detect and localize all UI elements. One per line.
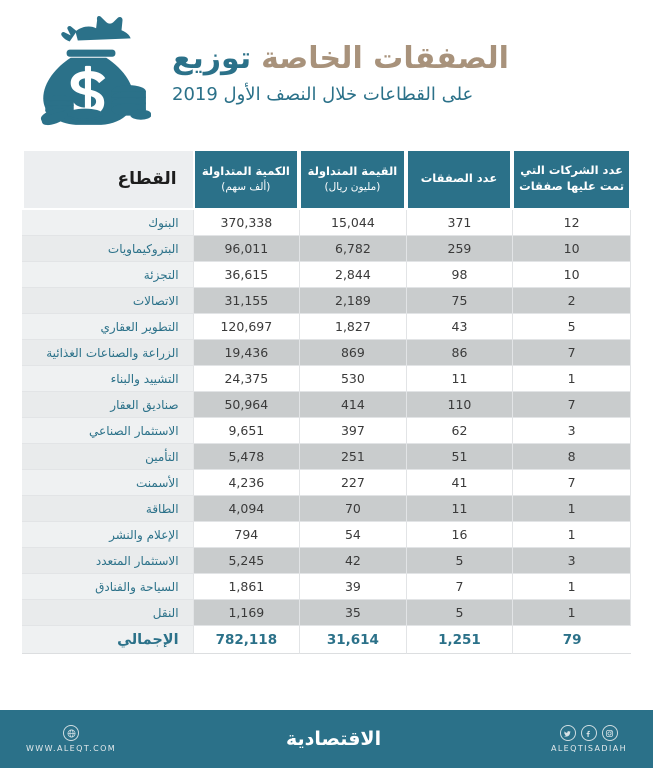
cell-value: 42: [299, 548, 406, 574]
table-row: [22, 470, 631, 496]
cell-value: 35: [299, 600, 406, 626]
cell-sector: الاستثمار الصناعي: [22, 418, 193, 444]
cell-companies: 1: [512, 522, 631, 548]
table-row: [22, 262, 631, 288]
cell-deals: 11: [406, 496, 513, 522]
total-quantity: 782,118: [193, 626, 300, 654]
column-header-deals-label: عدد الصفقات: [420, 171, 498, 186]
cell-quantity: 794: [193, 522, 300, 548]
total-label: الإجمالي: [22, 626, 193, 654]
infographic-header: [0, 0, 653, 148]
table-row: [22, 496, 631, 522]
cell-value: 2,844: [299, 262, 406, 288]
cell-companies: 2: [512, 288, 631, 314]
cell-companies: 1: [512, 600, 631, 626]
cell-sector: النقل: [22, 600, 193, 626]
cell-companies: 10: [512, 262, 631, 288]
cell-quantity: 9,651: [193, 418, 300, 444]
column-header-sector: [22, 148, 193, 210]
column-header-value-label: القيمة المتداولة: [307, 164, 398, 179]
cell-value: 414: [299, 392, 406, 418]
page-title-prefix: توزيع: [172, 41, 252, 77]
table-row: [22, 418, 631, 444]
cell-sector: البتروكيماويات: [22, 236, 193, 262]
column-header-companies: [512, 148, 631, 210]
cell-deals: 51: [406, 444, 513, 470]
cell-sector: التطوير العقاري: [22, 314, 193, 340]
table-total-row: [22, 626, 631, 654]
cell-deals: 62: [406, 418, 513, 444]
cell-deals: 259: [406, 236, 513, 262]
table-head: [22, 148, 631, 210]
footer-brand-logo: الاقتصادية: [285, 728, 382, 750]
cell-quantity: 31,155: [193, 288, 300, 314]
table-row: [22, 574, 631, 600]
cell-value: 6,782: [299, 236, 406, 262]
cell-sector: البنوك: [22, 210, 193, 236]
cell-value: 530: [299, 366, 406, 392]
cell-companies: 1: [512, 366, 631, 392]
cell-quantity: 120,697: [193, 314, 300, 340]
cell-quantity: 19,436: [193, 340, 300, 366]
column-header-value-unit: (مليون ريال): [324, 180, 381, 193]
cell-sector: السياحة والفنادق: [22, 574, 193, 600]
cell-quantity: 1,861: [193, 574, 300, 600]
column-header-companies-label: عدد الشركات التي تمت عليها صفقات: [519, 163, 625, 193]
cell-companies: 3: [512, 548, 631, 574]
cell-value: 869: [299, 340, 406, 366]
deals-table: [22, 148, 631, 654]
cell-sector: صناديق العقار: [22, 392, 193, 418]
column-header-value: [299, 148, 406, 210]
cell-sector: الزراعة والصناعات الغذائية: [22, 340, 193, 366]
table-row: [22, 210, 631, 236]
deals-table-container: [0, 148, 653, 654]
cell-sector: الأسمنت: [22, 470, 193, 496]
title-line: [172, 42, 509, 77]
cell-deals: 5: [406, 600, 513, 626]
footer-social-icons: [560, 725, 618, 741]
cell-deals: 86: [406, 340, 513, 366]
cell-quantity: 50,964: [193, 392, 300, 418]
cell-companies: 1: [512, 574, 631, 600]
footer-website-block[interactable]: [26, 725, 116, 753]
cell-deals: 75: [406, 288, 513, 314]
cell-companies: 1: [512, 496, 631, 522]
cell-companies: 10: [512, 236, 631, 262]
footer-social-block: [551, 725, 627, 753]
cell-deals: 5: [406, 548, 513, 574]
cell-sector: التشييد والبناء: [22, 366, 193, 392]
cell-deals: 11: [406, 366, 513, 392]
cell-value: 70: [299, 496, 406, 522]
column-header-sector-label: القطاع: [117, 169, 177, 189]
header-title-block: [154, 42, 627, 105]
table-row: [22, 548, 631, 574]
table-row: [22, 444, 631, 470]
cell-value: 54: [299, 522, 406, 548]
cell-companies: 7: [512, 470, 631, 496]
cell-sector: الاستثمار المتعدد: [22, 548, 193, 574]
twitter-icon[interactable]: [560, 725, 576, 741]
footer-website-label: WWW.ALEQT.COM: [26, 744, 117, 753]
cell-quantity: 4,094: [193, 496, 300, 522]
cell-sector: الاتصالات: [22, 288, 193, 314]
column-header-deals: [406, 148, 513, 210]
cell-quantity: 24,375: [193, 366, 300, 392]
table-row: [22, 236, 631, 262]
infographic-footer: [0, 710, 653, 768]
cell-quantity: 36,615: [193, 262, 300, 288]
cell-deals: 16: [406, 522, 513, 548]
facebook-icon[interactable]: [581, 725, 597, 741]
cell-deals: 7: [406, 574, 513, 600]
total-deals: 1,251: [406, 626, 513, 654]
cell-sector: التأمين: [22, 444, 193, 470]
total-companies: 79: [512, 626, 631, 654]
page-subtitle: على القطاعات خلال النصف الأول 2019: [172, 83, 474, 105]
cell-value: 15,044: [299, 210, 406, 236]
money-bag-icon: [26, 10, 154, 138]
cell-quantity: 5,245: [193, 548, 300, 574]
table-row: [22, 522, 631, 548]
cell-deals: 110: [406, 392, 513, 418]
cell-value: 1,827: [299, 314, 406, 340]
column-header-quantity: [193, 148, 300, 210]
instagram-icon[interactable]: [602, 725, 618, 741]
cell-deals: 98: [406, 262, 513, 288]
page-title: الصفقات الخاصة: [261, 41, 509, 77]
cell-companies: 3: [512, 418, 631, 444]
total-value: 31,614: [299, 626, 406, 654]
cell-quantity: 370,338: [193, 210, 300, 236]
table-body: [22, 210, 631, 654]
cell-companies: 7: [512, 392, 631, 418]
table-row: [22, 600, 631, 626]
cell-companies: 7: [512, 340, 631, 366]
column-header-quantity-unit: (ألف سهم): [221, 180, 271, 193]
cell-value: 251: [299, 444, 406, 470]
cell-value: 397: [299, 418, 406, 444]
column-header-quantity-label: الكمية المتداولة: [201, 164, 290, 179]
cell-companies: 12: [512, 210, 631, 236]
cell-companies: 8: [512, 444, 631, 470]
table-header-row: [22, 148, 631, 210]
cell-quantity: 4,236: [193, 470, 300, 496]
table-row: [22, 314, 631, 340]
cell-quantity: 5,478: [193, 444, 300, 470]
cell-sector: التجزئة: [22, 262, 193, 288]
cell-value: 2,189: [299, 288, 406, 314]
cell-sector: الطاقة: [22, 496, 193, 522]
table-row: [22, 366, 631, 392]
table-row: [22, 340, 631, 366]
table-row: [22, 392, 631, 418]
cell-deals: 41: [406, 470, 513, 496]
table-row: [22, 288, 631, 314]
cell-value: 39: [299, 574, 406, 600]
globe-icon: [63, 725, 79, 741]
footer-social-label: ALEQTISADIAH: [550, 744, 627, 753]
cell-deals: 43: [406, 314, 513, 340]
cell-value: 227: [299, 470, 406, 496]
cell-quantity: 96,011: [193, 236, 300, 262]
cell-companies: 5: [512, 314, 631, 340]
cell-deals: 371: [406, 210, 513, 236]
cell-quantity: 1,169: [193, 600, 300, 626]
cell-sector: الإعلام والنشر: [22, 522, 193, 548]
